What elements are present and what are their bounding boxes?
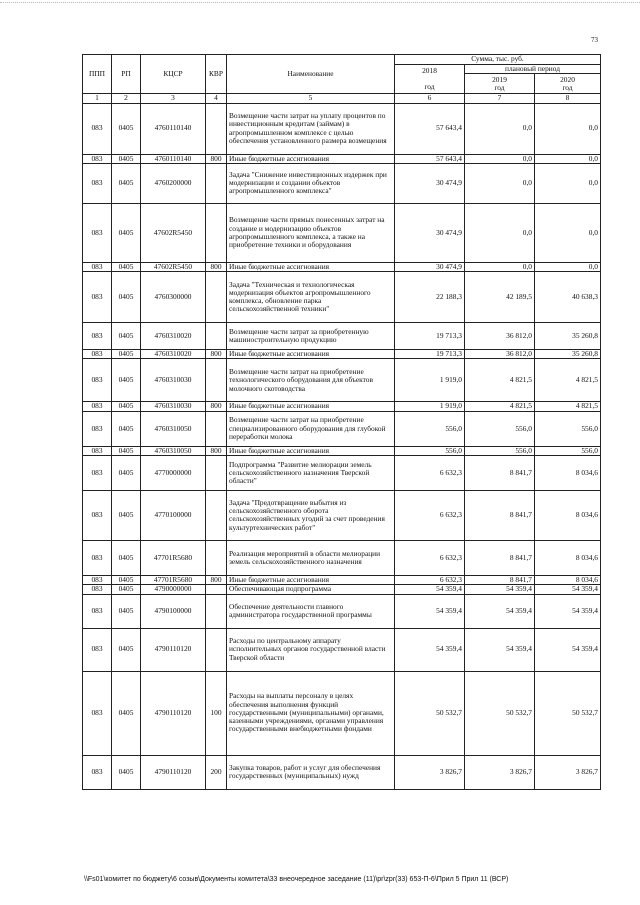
cell-ppp: 083 <box>83 594 112 628</box>
cell-name: Подпрограмма "Развитие мелиорации земель сельскохозяйственного назначения Тверской области" <box>227 455 395 490</box>
cell-value-2020: 4 821,5 <box>535 359 601 402</box>
cell-value-2018: 30 474,9 <box>395 163 465 203</box>
table-row <box>83 671 601 755</box>
cell-name: Иные бюджетные ассигнования <box>227 402 395 411</box>
cell-kvr: 800 <box>206 402 227 411</box>
cell-ppp: 083 <box>83 103 112 154</box>
cell-value-2019: 36 812,0 <box>465 323 535 350</box>
header-rp: РП <box>112 55 141 94</box>
scan-artifact-line <box>0 2 640 9</box>
index-cell: 7 <box>465 94 535 103</box>
cell-kcsr: 4790110120 <box>141 628 206 671</box>
cell-ppp: 083 <box>83 628 112 671</box>
cell-value-2018: 54 359,4 <box>395 585 465 594</box>
cell-value-2019: 0,0 <box>465 103 535 154</box>
cell-ppp: 083 <box>83 455 112 490</box>
cell-value-2018: 30 474,9 <box>395 203 465 262</box>
cell-value-2018: 19 713,3 <box>395 323 465 350</box>
cell-kcsr: 4760310020 <box>141 350 206 359</box>
cell-kvr <box>206 272 227 323</box>
cell-value-2018: 54 359,4 <box>395 594 465 628</box>
cell-ppp: 083 <box>83 446 112 455</box>
header-2018-god: год <box>424 82 435 92</box>
header-2019 <box>465 74 535 94</box>
cell-name: Закупка товаров, работ и услуг для обеспечения государственных (муниципальных) нужд <box>227 755 395 789</box>
cell-kvr: 200 <box>206 755 227 789</box>
header-kvr: КВР <box>206 55 227 94</box>
cell-kvr: 800 <box>206 154 227 163</box>
cell-kcsr: 4760310030 <box>141 402 206 411</box>
header-name: Наименование <box>227 55 395 94</box>
cell-value-2018: 19 713,3 <box>395 350 465 359</box>
table-row <box>83 446 601 455</box>
cell-value-2020: 54 359,4 <box>535 628 601 671</box>
cell-kvr <box>206 540 227 575</box>
cell-name: Задача "Снижение инвестиционных издержек при модернизации и создании объектов агропромышленного комплекса" <box>227 163 395 203</box>
cell-value-2019: 8 841,7 <box>465 540 535 575</box>
cell-value-2020: 40 638,3 <box>535 272 601 323</box>
cell-name: Возмещение части затрат на приобретение специализированного оборудования для глубокой переработки молока <box>227 411 395 446</box>
table-row <box>83 350 601 359</box>
cell-ppp: 083 <box>83 154 112 163</box>
cell-value-2020: 0,0 <box>535 163 601 203</box>
cell-value-2019: 0,0 <box>465 163 535 203</box>
cell-value-2019: 4 821,5 <box>465 359 535 402</box>
cell-value-2019: 556,0 <box>465 446 535 455</box>
header-kcsr: КЦСР <box>141 55 206 94</box>
cell-rp: 0405 <box>112 455 141 490</box>
cell-kcsr: 4790110120 <box>141 671 206 755</box>
cell-rp: 0405 <box>112 755 141 789</box>
cell-value-2019: 0,0 <box>465 203 535 262</box>
cell-value-2020: 8 034,6 <box>535 455 601 490</box>
cell-value-2020: 8 034,6 <box>535 540 601 575</box>
cell-name: Обеспечивающая подпрограмма <box>227 585 395 594</box>
cell-name: Иные бюджетные ассигнования <box>227 575 395 584</box>
cell-ppp: 083 <box>83 262 112 271</box>
index-cell: 2 <box>112 94 141 103</box>
cell-value-2018: 6 632,3 <box>395 490 465 540</box>
footer-file-path: \\Fs01\комитет по бюджету\6 созыв\Документы комитета\33 внеочередное заседание (11)\pr\zpr(33) 653-П-6\Прил 5 Прил 11 (ВСР) <box>84 876 509 883</box>
table-row <box>83 455 601 490</box>
cell-name: Возмещение части затрат на приобретение технологического оборудования для объектов молочного скотоводства <box>227 359 395 402</box>
header-2020-god: год <box>562 82 573 92</box>
cell-ppp: 083 <box>83 163 112 203</box>
cell-ppp: 083 <box>83 350 112 359</box>
table-row <box>83 103 601 154</box>
cell-ppp: 083 <box>83 755 112 789</box>
cell-value-2020: 0,0 <box>535 103 601 154</box>
cell-value-2018: 54 359,4 <box>395 628 465 671</box>
cell-value-2019: 0,0 <box>465 262 535 271</box>
cell-kcsr: 47602R5450 <box>141 203 206 262</box>
cell-name: Расходы по центральному аппарату исполнительных органов государственной власти Тверской области <box>227 628 395 671</box>
cell-value-2020: 0,0 <box>535 154 601 163</box>
cell-kcsr: 4760310020 <box>141 323 206 350</box>
table-row <box>83 490 601 540</box>
cell-rp: 0405 <box>112 154 141 163</box>
table-row <box>83 628 601 671</box>
cell-value-2020: 50 532,7 <box>535 671 601 755</box>
cell-value-2018: 556,0 <box>395 446 465 455</box>
index-cell: 6 <box>395 94 465 103</box>
cell-kcsr: 47701R5680 <box>141 540 206 575</box>
cell-kvr <box>206 455 227 490</box>
cell-value-2018: 6 632,3 <box>395 455 465 490</box>
cell-kcsr: 4760110140 <box>141 154 206 163</box>
cell-rp: 0405 <box>112 594 141 628</box>
table-row <box>83 585 601 594</box>
cell-kvr <box>206 163 227 203</box>
header-2019-year: 2019 <box>492 74 507 84</box>
cell-kcsr: 4760310050 <box>141 411 206 446</box>
page-number: 73 <box>591 36 598 44</box>
cell-ppp: 083 <box>83 411 112 446</box>
cell-kvr <box>206 594 227 628</box>
cell-kcsr: 47602R5450 <box>141 262 206 271</box>
cell-value-2018: 57 643,4 <box>395 103 465 154</box>
cell-value-2020: 556,0 <box>535 446 601 455</box>
cell-value-2019: 8 841,7 <box>465 575 535 584</box>
cell-kvr <box>206 628 227 671</box>
cell-rp: 0405 <box>112 585 141 594</box>
cell-rp: 0405 <box>112 540 141 575</box>
cell-name: Иные бюджетные ассигнования <box>227 446 395 455</box>
cell-value-2020: 8 034,6 <box>535 490 601 540</box>
cell-kvr: 100 <box>206 671 227 755</box>
cell-value-2020: 35 260,8 <box>535 323 601 350</box>
cell-ppp: 083 <box>83 402 112 411</box>
cell-kvr <box>206 359 227 402</box>
table-row <box>83 540 601 575</box>
cell-rp: 0405 <box>112 163 141 203</box>
index-cell: 1 <box>83 94 112 103</box>
cell-ppp: 083 <box>83 323 112 350</box>
cell-rp: 0405 <box>112 490 141 540</box>
cell-ppp: 083 <box>83 272 112 323</box>
table-row <box>83 163 601 203</box>
cell-value-2018: 556,0 <box>395 411 465 446</box>
table-row <box>83 575 601 584</box>
cell-name: Возмещение части затрат за приобретенную машиностроительную продукцию <box>227 323 395 350</box>
cell-ppp: 083 <box>83 540 112 575</box>
cell-value-2018: 1 919,0 <box>395 402 465 411</box>
cell-ppp: 083 <box>83 359 112 402</box>
header-2018-year: 2018 <box>422 65 437 75</box>
cell-rp: 0405 <box>112 272 141 323</box>
cell-name: Иные бюджетные ассигнования <box>227 262 395 271</box>
cell-rp: 0405 <box>112 359 141 402</box>
cell-value-2019: 8 841,7 <box>465 490 535 540</box>
table-row <box>83 411 601 446</box>
table-row <box>83 594 601 628</box>
cell-rp: 0405 <box>112 262 141 271</box>
table-row <box>83 154 601 163</box>
cell-name: Иные бюджетные ассигнования <box>227 350 395 359</box>
cell-kcsr: 4760200000 <box>141 163 206 203</box>
cell-name: Обеспечение деятельности главного администратора государственной программы <box>227 594 395 628</box>
cell-kvr: 800 <box>206 575 227 584</box>
table-row <box>83 755 601 789</box>
cell-kcsr: 4790000000 <box>141 585 206 594</box>
cell-value-2019: 50 532,7 <box>465 671 535 755</box>
cell-value-2019: 54 359,4 <box>465 628 535 671</box>
cell-value-2019: 42 189,5 <box>465 272 535 323</box>
cell-ppp: 083 <box>83 575 112 584</box>
header-plan-period: плановый период <box>465 65 601 74</box>
cell-value-2019: 3 826,7 <box>465 755 535 789</box>
budget-table <box>82 54 601 790</box>
cell-rp: 0405 <box>112 411 141 446</box>
cell-kcsr: 47701R5680 <box>141 575 206 584</box>
cell-value-2018: 22 188,3 <box>395 272 465 323</box>
header-ppp: ППП <box>83 55 112 94</box>
header-sum: Сумма, тыс. руб. <box>395 55 601 65</box>
cell-rp: 0405 <box>112 350 141 359</box>
cell-kvr <box>206 323 227 350</box>
table-row <box>83 402 601 411</box>
cell-value-2018: 1 919,0 <box>395 359 465 402</box>
cell-kvr: 800 <box>206 350 227 359</box>
cell-name: Возмещение части затрат на уплату процентов по инвестиционным кредитам (займам) в агропромышленном комплексе с целью обеспечения установленного размера возмещения <box>227 103 395 154</box>
cell-rp: 0405 <box>112 575 141 584</box>
cell-kcsr: 4790110120 <box>141 755 206 789</box>
cell-name: Реализация мероприятий в области мелиорации земель сельскохозяйственного назначения <box>227 540 395 575</box>
cell-name: Иные бюджетные ассигнования <box>227 154 395 163</box>
cell-value-2020: 54 359,4 <box>535 594 601 628</box>
cell-rp: 0405 <box>112 446 141 455</box>
cell-ppp: 083 <box>83 490 112 540</box>
cell-name: Возмещение части прямых понесенных затрат на создание и модернизацию объектов агропромышленного комплекса, а также на приобретение техники и оборудования <box>227 203 395 262</box>
cell-kvr <box>206 103 227 154</box>
table-row <box>83 359 601 402</box>
cell-value-2019: 0,0 <box>465 154 535 163</box>
header-2020-year: 2020 <box>560 74 575 84</box>
table-row <box>83 203 601 262</box>
cell-kvr: 800 <box>206 262 227 271</box>
cell-value-2018: 3 826,7 <box>395 755 465 789</box>
cell-ppp: 083 <box>83 671 112 755</box>
index-cell: 5 <box>227 94 395 103</box>
cell-value-2020: 556,0 <box>535 411 601 446</box>
cell-name: Задача "Предотвращение выбытия из сельскохозяйственного оборота сельскохозяйственных угодий за счет проведения культуртехнических работ" <box>227 490 395 540</box>
cell-rp: 0405 <box>112 103 141 154</box>
header-2019-god: год <box>494 82 505 92</box>
cell-value-2020: 35 260,8 <box>535 350 601 359</box>
cell-value-2019: 54 359,4 <box>465 585 535 594</box>
cell-kcsr: 4770100000 <box>141 490 206 540</box>
header-2020 <box>535 74 601 94</box>
cell-rp: 0405 <box>112 628 141 671</box>
cell-kvr <box>206 411 227 446</box>
cell-kcsr: 4770000000 <box>141 455 206 490</box>
index-cell: 4 <box>206 94 227 103</box>
cell-value-2019: 8 841,7 <box>465 455 535 490</box>
cell-value-2020: 3 826,7 <box>535 755 601 789</box>
cell-value-2018: 6 632,3 <box>395 575 465 584</box>
cell-name: Расходы на выплаты персоналу в целях обеспечения выполнения функций государственными (муниципальными) органами, казенными учреждениями, органами управления государственными внебюджетными фондами <box>227 671 395 755</box>
cell-rp: 0405 <box>112 203 141 262</box>
cell-value-2018: 6 632,3 <box>395 540 465 575</box>
cell-kvr <box>206 585 227 594</box>
cell-kvr <box>206 490 227 540</box>
cell-value-2018: 50 532,7 <box>395 671 465 755</box>
table-row <box>83 272 601 323</box>
cell-value-2019: 4 821,5 <box>465 402 535 411</box>
cell-kcsr: 4760110140 <box>141 103 206 154</box>
cell-rp: 0405 <box>112 323 141 350</box>
cell-name: Задача "Техническая и технологическая модернизация объектов агропромышленного комплекса, обновление парка сельскохозяйственной техники" <box>227 272 395 323</box>
table-row <box>83 262 601 271</box>
header-2018 <box>395 65 465 94</box>
cell-kcsr: 4760300000 <box>141 272 206 323</box>
cell-value-2019: 54 359,4 <box>465 594 535 628</box>
cell-value-2020: 54 359,4 <box>535 585 601 594</box>
index-cell: 3 <box>141 94 206 103</box>
cell-rp: 0405 <box>112 402 141 411</box>
cell-value-2020: 4 821,5 <box>535 402 601 411</box>
cell-value-2019: 556,0 <box>465 411 535 446</box>
table-row <box>83 323 601 350</box>
cell-value-2020: 8 034,6 <box>535 575 601 584</box>
cell-value-2020: 0,0 <box>535 203 601 262</box>
cell-value-2018: 57 643,4 <box>395 154 465 163</box>
cell-ppp: 083 <box>83 203 112 262</box>
cell-kcsr: 4790100000 <box>141 594 206 628</box>
cell-value-2018: 30 474,9 <box>395 262 465 271</box>
cell-rp: 0405 <box>112 671 141 755</box>
index-cell: 8 <box>535 94 601 103</box>
cell-kcsr: 4760310050 <box>141 446 206 455</box>
column-index-row <box>83 94 601 103</box>
cell-value-2019: 36 812,0 <box>465 350 535 359</box>
cell-value-2020: 0,0 <box>535 262 601 271</box>
cell-ppp: 083 <box>83 585 112 594</box>
cell-kvr: 800 <box>206 446 227 455</box>
cell-kvr <box>206 203 227 262</box>
cell-kcsr: 4760310030 <box>141 359 206 402</box>
